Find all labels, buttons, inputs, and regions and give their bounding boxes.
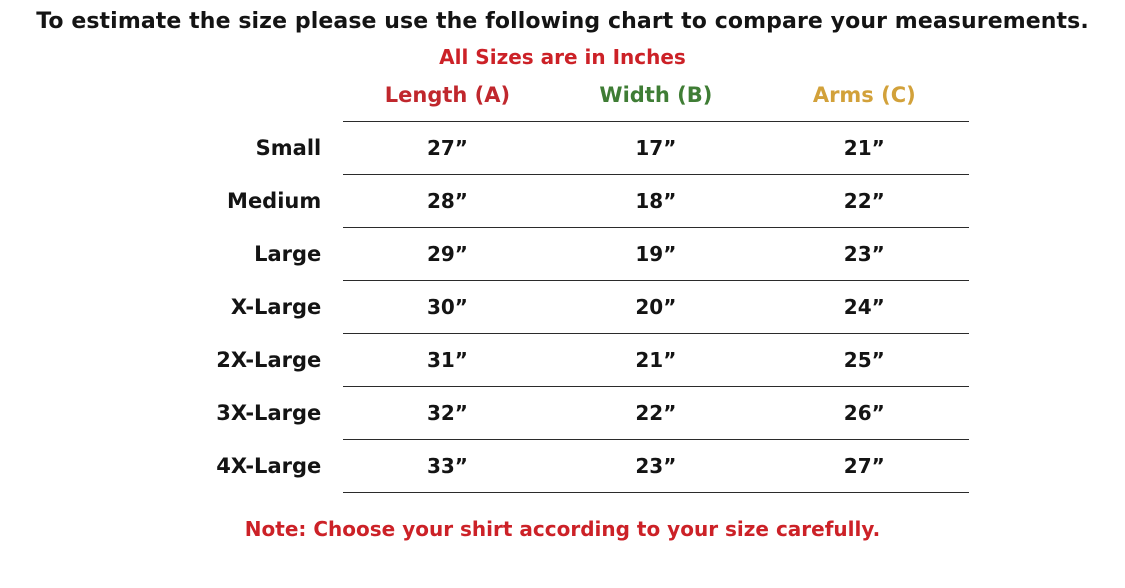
size-chart-table [157, 79, 969, 493]
size-chart-container [157, 79, 969, 493]
table-header [157, 79, 969, 122]
cell-width: 18” [552, 174, 760, 227]
cell-length: 33” [343, 439, 551, 492]
chart-note: Note: Choose your shirt according to your size carefully. [244, 516, 881, 541]
cell-width: 17” [552, 121, 760, 174]
cell-width: 21” [552, 333, 760, 386]
column-header-length: Length (A) [384, 82, 511, 107]
table-row [157, 280, 969, 333]
cell-length: 27” [343, 121, 551, 174]
cell-width: 20” [552, 280, 760, 333]
cell-arms: 27” [760, 439, 968, 492]
table-row [157, 386, 969, 439]
column-header-arms: Arms (C) [812, 82, 916, 107]
page-title: To estimate the size please use the following chart to compare your measurements. [36, 9, 1089, 34]
cell-arms: 22” [760, 174, 968, 227]
units-subtitle: All Sizes are in Inches [439, 44, 686, 69]
cell-length: 31” [343, 333, 551, 386]
table-row [157, 121, 969, 174]
table-header-row [157, 79, 969, 122]
row-size-label: Large [254, 241, 322, 266]
cell-length: 30” [343, 280, 551, 333]
row-size-label: 3X-Large [216, 400, 322, 425]
table-row [157, 439, 969, 492]
cell-arms: 25” [760, 333, 968, 386]
column-header-size [157, 79, 344, 122]
row-size-label: 2X-Large [216, 347, 322, 372]
cell-length: 29” [343, 227, 551, 280]
row-size-label: X-Large [230, 294, 322, 319]
table-row [157, 227, 969, 280]
row-size-label: Medium [227, 188, 322, 213]
row-size-label: 4X-Large [216, 453, 322, 478]
cell-arms: 23” [760, 227, 968, 280]
cell-arms: 26” [760, 386, 968, 439]
row-size-label: Small [255, 135, 322, 160]
cell-arms: 21” [760, 121, 968, 174]
column-header-width: Width (B) [599, 82, 713, 107]
cell-width: 23” [552, 439, 760, 492]
table-row [157, 174, 969, 227]
cell-arms: 24” [760, 280, 968, 333]
cell-length: 32” [343, 386, 551, 439]
cell-width: 19” [552, 227, 760, 280]
table-row [157, 333, 969, 386]
cell-length: 28” [343, 174, 551, 227]
cell-width: 22” [552, 386, 760, 439]
table-body [157, 121, 969, 492]
